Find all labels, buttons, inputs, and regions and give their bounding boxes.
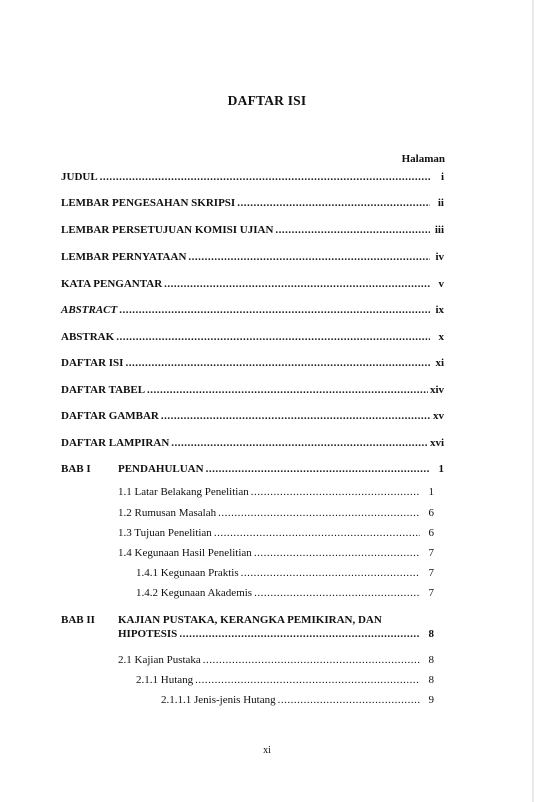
- dot-leader: [100, 171, 430, 183]
- toc-entry-page: v: [438, 278, 444, 290]
- dot-leader: [214, 527, 420, 539]
- dot-leader: [171, 437, 428, 449]
- toc-entry-bab-2: [118, 628, 434, 640]
- toc-entry-page: 7: [428, 547, 434, 559]
- toc-entry-page: 9: [428, 694, 434, 706]
- bab-2-label: BAB II: [61, 614, 95, 626]
- toc-sub-entry: [118, 527, 434, 539]
- toc-entry-label: JUDUL: [61, 171, 98, 183]
- toc-entry-page: 1: [428, 486, 434, 498]
- dot-leader: [278, 694, 420, 706]
- toc-entry-page: 8: [428, 628, 434, 640]
- dot-leader: [147, 384, 428, 396]
- toc-sub-entry: [136, 587, 434, 599]
- bab-2-title-line-1: KAJIAN PUSTAKA, KERANGKA PEMIKIRAN, DAN: [118, 614, 382, 626]
- toc-sub-entry: [118, 486, 434, 498]
- toc-entry-page: xvi: [429, 437, 444, 449]
- toc-entry-label: ABSTRAK: [61, 331, 115, 343]
- dot-leader: [254, 547, 420, 559]
- toc-entry-page: iii: [434, 224, 444, 236]
- dot-leader: [119, 304, 430, 316]
- toc-entry-page: xv: [433, 410, 444, 422]
- toc-entry-page: iv: [435, 251, 444, 263]
- toc-entry-label: LEMBAR PERNYATAAN: [61, 251, 187, 263]
- toc-entry-label: 1.4 Kegunaan Hasil Penelitian: [118, 547, 252, 559]
- toc-entry-label: 1.4.2 Kegunaan Akademis: [136, 587, 253, 599]
- toc-entry-page: 7: [428, 587, 434, 599]
- toc-entry-label: KATA PENGANTAR: [61, 278, 163, 290]
- dot-leader: [125, 357, 430, 369]
- dot-leader: [116, 331, 430, 343]
- dot-leader: [195, 674, 420, 686]
- toc-entry-label: PENDAHULUAN: [118, 463, 204, 475]
- dot-leader: [254, 587, 420, 599]
- toc-entry-label: LEMBAR PERSETUJUAN KOMISI UJIAN: [61, 224, 274, 236]
- dot-leader: [179, 628, 420, 640]
- toc-sub-entry: [118, 654, 434, 666]
- toc-entry-page: 1: [438, 463, 444, 475]
- toc-entry-label: 2.1.1 Hutang: [136, 674, 194, 686]
- toc-sub-entry: [136, 567, 434, 579]
- dot-leader: [206, 463, 430, 475]
- toc-entry-page: 6: [428, 507, 434, 519]
- toc-entry-abstrak: [61, 331, 444, 343]
- toc-entry-page: i: [440, 171, 444, 183]
- toc-entry-lembar-pengesahan: [61, 197, 444, 209]
- toc-entry-page: xiv: [429, 384, 444, 396]
- toc-entry-page: ii: [437, 197, 444, 209]
- toc-entry-label: 1.4.1 Kegunaan Praktis: [136, 567, 239, 579]
- page-column-header: Halaman: [401, 153, 445, 165]
- toc-entry-label: 1.3 Tujuan Penelitian: [118, 527, 212, 539]
- toc-entry-page: x: [438, 331, 444, 343]
- dot-leader: [251, 486, 420, 498]
- toc-entry-label: HIPOTESIS: [118, 628, 178, 640]
- toc-entry-daftar-tabel: [61, 384, 444, 396]
- toc-entry-label: DAFTAR GAMBAR: [61, 410, 159, 422]
- dot-leader: [203, 654, 420, 666]
- toc-entry-label: ABSTRACT: [61, 304, 118, 316]
- toc-entry-label: 1.2 Rumusan Masalah: [118, 507, 217, 519]
- dot-leader: [275, 224, 430, 236]
- toc-entry-daftar-gambar: [61, 410, 444, 422]
- toc-sub-entry: [118, 507, 434, 519]
- toc-entry-lembar-pernyataan: [61, 251, 444, 263]
- toc-entry-daftar-isi: [61, 357, 444, 369]
- dot-leader: [161, 410, 430, 422]
- toc-entry-bab-1: [118, 463, 444, 475]
- toc-entry-label: DAFTAR TABEL: [61, 384, 146, 396]
- toc-entry-label: LEMBAR PENGESAHAN SKRIPSI: [61, 197, 236, 209]
- dot-leader: [241, 567, 420, 579]
- toc-entry-page: ix: [435, 304, 444, 316]
- toc-entry-abstract: [61, 304, 444, 316]
- toc-entry-lembar-persetujuan: [61, 224, 444, 236]
- toc-entry-page: xi: [435, 357, 444, 369]
- toc-sub-entry: [136, 674, 434, 686]
- toc-entry-label: 2.1 Kajian Pustaka: [118, 654, 201, 666]
- toc-entry-label: DAFTAR ISI: [61, 357, 124, 369]
- toc-entry-page: 7: [428, 567, 434, 579]
- toc-entry-kata-pengantar: [61, 278, 444, 290]
- dot-leader: [164, 278, 430, 290]
- dot-leader: [188, 251, 430, 263]
- toc-entry-judul: [61, 171, 444, 183]
- toc-sub-entry: [118, 547, 434, 559]
- toc-entry-page: 8: [428, 654, 434, 666]
- toc-entry-page: 8: [428, 674, 434, 686]
- toc-sub-entry: [161, 694, 434, 706]
- page-title: DAFTAR ISI: [227, 93, 307, 108]
- bab-1-label: BAB I: [61, 463, 91, 475]
- dot-leader: [237, 197, 430, 209]
- dot-leader: [218, 507, 420, 519]
- page-number: xi: [263, 745, 271, 756]
- toc-entry-label: 1.1 Latar Belakang Penelitian: [118, 486, 249, 498]
- toc-entry-label: DAFTAR LAMPIRAN: [61, 437, 170, 449]
- toc-entry-label: 2.1.1.1 Jenis-jenis Hutang: [161, 694, 276, 706]
- toc-entry-daftar-lampiran: [61, 437, 444, 449]
- toc-entry-page: 6: [428, 527, 434, 539]
